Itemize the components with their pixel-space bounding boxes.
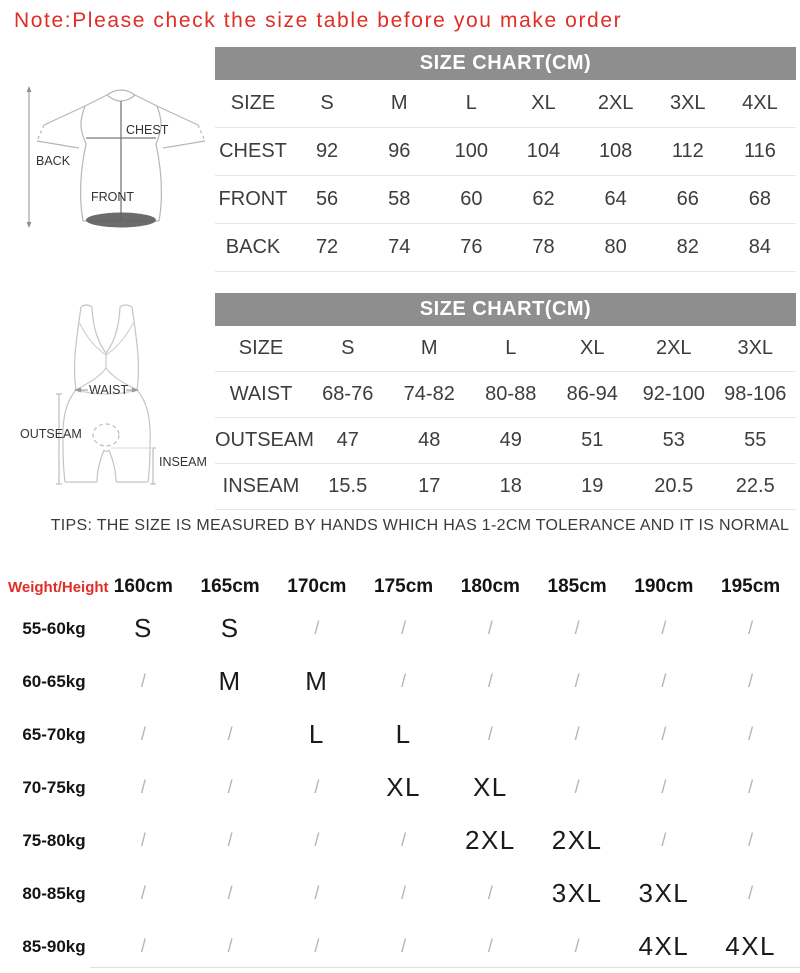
matrix-cell: / <box>748 618 754 638</box>
shorts-size-table-title: SIZE CHART(CM) <box>215 293 796 326</box>
table-cell: 4XL <box>742 92 778 114</box>
matrix-cell: M <box>218 666 242 696</box>
shorts-outseam-label: OUTSEAM <box>20 427 82 441</box>
table-cell: 3XL <box>737 337 774 359</box>
matrix-cell: L <box>308 719 325 749</box>
table-cell: 74-82 <box>403 383 455 405</box>
matrix-cell: / <box>401 830 407 850</box>
table-cell: 92 <box>315 140 339 162</box>
matrix-cell: / <box>574 618 580 638</box>
matrix-cell: / <box>314 936 320 956</box>
table-row <box>215 372 796 418</box>
chamois-pad-outline <box>93 424 119 446</box>
table-cell: 53 <box>662 429 685 451</box>
table-cell: 2XL <box>597 92 634 114</box>
table-cell: 96 <box>388 140 411 162</box>
matrix-cell: M <box>305 666 329 696</box>
table-cell: 15.5 <box>328 475 368 497</box>
table-cell: 82 <box>676 236 699 258</box>
height-header: 190cm <box>634 576 694 597</box>
matrix-row <box>8 602 794 655</box>
matrix-cell: S <box>220 613 240 643</box>
table-cell: 86-94 <box>566 383 618 405</box>
table-cell: 3XL <box>669 92 706 114</box>
matrix-cell: L <box>395 719 412 749</box>
matrix-cell: XL <box>386 772 422 802</box>
row-label: OUTSEAM <box>215 429 314 451</box>
matrix-cell: / <box>574 724 580 744</box>
table-row <box>215 464 796 510</box>
matrix-cell: / <box>401 883 407 903</box>
weight-label: 80-85kg <box>22 883 86 903</box>
arrow-down-icon <box>27 222 32 228</box>
matrix-cell: / <box>140 777 146 797</box>
matrix-cell: / <box>487 618 493 638</box>
table-cell: S <box>341 337 355 359</box>
row-label: WAIST <box>229 383 293 405</box>
table-cell: 112 <box>671 140 704 162</box>
weight-label: 85-90kg <box>22 936 86 956</box>
matrix-cell: / <box>574 936 580 956</box>
weight-label: 70-75kg <box>22 777 86 797</box>
height-header: 195cm <box>721 576 781 597</box>
height-header: 170cm <box>287 576 347 597</box>
table-cell: 60 <box>460 188 483 210</box>
height-header: 160cm <box>113 576 173 597</box>
table-row <box>215 326 796 372</box>
table-cell: 22.5 <box>735 475 775 497</box>
table-cell: 49 <box>499 429 522 451</box>
matrix-cell: / <box>314 777 320 797</box>
matrix-cell: / <box>661 618 667 638</box>
matrix-cell: 2XL <box>551 825 603 855</box>
matrix-cell: / <box>140 671 146 691</box>
jersey-back-label: BACK <box>36 154 71 168</box>
matrix-cell: / <box>748 671 754 691</box>
matrix-row <box>8 708 794 761</box>
jersey-size-table <box>215 47 796 272</box>
table-cell: 20.5 <box>654 475 694 497</box>
height-header: 175cm <box>374 576 434 597</box>
weight-label: 60-65kg <box>22 671 86 691</box>
table-cell: 116 <box>743 140 776 162</box>
shorts-waist-label: WAIST <box>89 383 129 397</box>
jersey-size-table-title: SIZE CHART(CM) <box>215 47 796 80</box>
arrow-up-icon <box>27 86 32 92</box>
matrix-row <box>8 867 794 920</box>
matrix-cell: / <box>574 671 580 691</box>
matrix-cell: / <box>487 883 493 903</box>
table-cell: 48 <box>418 429 441 451</box>
table-cell: 18 <box>499 475 522 497</box>
matrix-cell: / <box>487 724 493 744</box>
jersey-hem-shadow <box>86 213 156 228</box>
table-cell: 17 <box>418 475 441 497</box>
matrix-cell: / <box>227 936 233 956</box>
row-label: SIZE <box>230 92 276 114</box>
matrix-cell: / <box>661 724 667 744</box>
table-row <box>215 128 796 176</box>
matrix-cell: 2XL <box>464 825 516 855</box>
matrix-cell: 4XL <box>638 931 690 961</box>
table-cell: M <box>420 337 438 359</box>
row-label: FRONT <box>218 188 288 210</box>
table-cell: 74 <box>388 236 411 258</box>
matrix-row <box>8 655 794 708</box>
weight-label: 65-70kg <box>22 724 86 744</box>
table-cell: 100 <box>454 140 489 162</box>
table-cell: S <box>320 92 334 114</box>
shorts-inseam-label: INSEAM <box>159 455 207 469</box>
matrix-row <box>8 761 794 814</box>
table-cell: M <box>390 92 408 114</box>
matrix-cell: / <box>227 883 233 903</box>
table-cell: 108 <box>598 140 633 162</box>
table-cell: 98-106 <box>724 383 787 405</box>
matrix-cell: / <box>227 830 233 850</box>
matrix-cell: / <box>748 883 754 903</box>
row-label: CHEST <box>219 140 287 162</box>
matrix-cell: / <box>661 671 667 691</box>
matrix-cell: / <box>314 618 320 638</box>
weight-height-matrix <box>8 572 794 973</box>
matrix-cell: / <box>401 936 407 956</box>
matrix-cell: / <box>227 724 233 744</box>
table-row <box>215 224 796 272</box>
height-header: 180cm <box>460 576 520 597</box>
height-header: 165cm <box>200 576 260 597</box>
matrix-cell: / <box>748 830 754 850</box>
matrix-cell: S <box>133 613 153 643</box>
table-cell: 80 <box>604 236 627 258</box>
table-cell: 62 <box>532 188 555 210</box>
table-cell: 76 <box>460 236 483 258</box>
tips-text: TIPS: THE SIZE IS MEASURED BY HANDS WHICH HAS 1-2CM TOLERANCE AND IT IS NORMAL <box>50 517 790 534</box>
weight-label: 75-80kg <box>22 830 86 850</box>
matrix-cell: / <box>748 777 754 797</box>
matrix-corner-label: Weight/Height <box>8 578 109 596</box>
table-row <box>215 418 796 464</box>
matrix-cell: / <box>748 724 754 744</box>
table-cell: 58 <box>388 188 411 210</box>
table-row <box>215 80 796 128</box>
row-label: BACK <box>225 236 281 258</box>
matrix-cell: / <box>487 671 493 691</box>
matrix-cell: XL <box>472 772 508 802</box>
height-header: 185cm <box>547 576 607 597</box>
row-label: INSEAM <box>222 475 300 497</box>
table-cell: 64 <box>604 188 627 210</box>
table-cell: 78 <box>532 236 555 258</box>
matrix-cell: / <box>140 830 146 850</box>
matrix-cell: 3XL <box>638 878 690 908</box>
matrix-header-row <box>8 572 794 602</box>
matrix-cell: / <box>401 671 407 691</box>
matrix-cell: / <box>401 618 407 638</box>
table-cell: XL <box>580 337 605 359</box>
matrix-row <box>8 920 794 973</box>
divider-line <box>90 967 800 968</box>
matrix-cell: 3XL <box>551 878 603 908</box>
table-cell: 19 <box>581 475 604 497</box>
matrix-cell: / <box>661 777 667 797</box>
row-label: SIZE <box>238 337 284 359</box>
shorts-size-table <box>215 293 796 510</box>
matrix-cell: / <box>487 936 493 956</box>
table-cell: 55 <box>744 429 767 451</box>
jersey-chest-label: CHEST <box>126 123 169 137</box>
matrix-cell: / <box>140 883 146 903</box>
table-cell: XL <box>531 92 556 114</box>
shorts-diagram-image <box>16 298 220 492</box>
table-cell: 72 <box>315 236 339 258</box>
table-cell: 80-88 <box>485 383 537 405</box>
matrix-cell: / <box>314 883 320 903</box>
table-cell: 104 <box>526 140 561 162</box>
table-cell: 66 <box>676 188 699 210</box>
table-cell: 2XL <box>655 337 692 359</box>
table-cell: L <box>465 92 477 114</box>
page-note: Note:Please check the size table before you make order <box>14 9 623 32</box>
jersey-diagram-image <box>22 84 214 236</box>
matrix-cell: / <box>314 830 320 850</box>
matrix-row <box>8 814 794 867</box>
table-row <box>215 176 796 224</box>
table-cell: 56 <box>315 188 339 210</box>
table-cell: 47 <box>336 429 359 451</box>
table-cell: 68-76 <box>322 383 374 405</box>
table-cell: 92-100 <box>642 383 705 405</box>
table-cell: 68 <box>748 188 772 210</box>
matrix-cell: / <box>140 936 146 956</box>
table-cell: 51 <box>581 429 604 451</box>
table-cell: 84 <box>748 236 772 258</box>
matrix-cell: 4XL <box>725 931 776 961</box>
table-cell: L <box>505 337 517 359</box>
weight-label: 55-60kg <box>22 618 86 638</box>
matrix-cell: / <box>227 777 233 797</box>
jersey-front-label: FRONT <box>91 190 135 204</box>
matrix-cell: / <box>574 777 580 797</box>
matrix-cell: / <box>661 830 667 850</box>
matrix-cell: / <box>140 724 146 744</box>
